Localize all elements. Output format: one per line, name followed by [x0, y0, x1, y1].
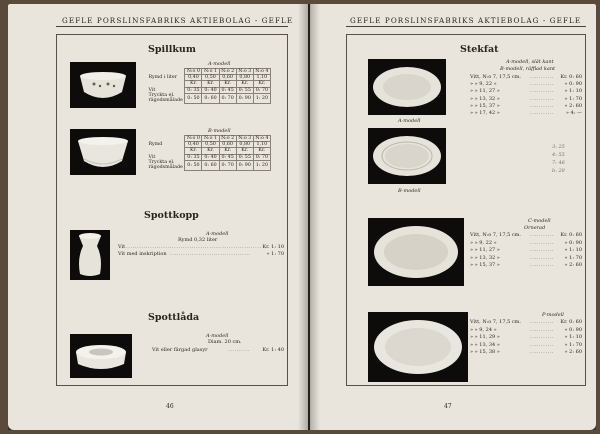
cell: Kr. [253, 148, 270, 154]
cell: 0: 60 [202, 160, 219, 170]
cell: 0,40 [185, 75, 202, 81]
cell: Kr. [219, 148, 236, 154]
price-row [470, 334, 582, 341]
price-row [470, 110, 582, 117]
bowl-a-image [70, 62, 136, 108]
row-label: Tryckta el. rägodsmålade [148, 160, 183, 171]
price-row-label: » » 11, 27 » [470, 88, 500, 95]
price-row-label: » » 9, 22 » [470, 239, 497, 246]
cell: 0,80 [236, 75, 253, 81]
spottkopp-rymd: Rymd 0,32 liter [178, 237, 218, 243]
col-header: N:o 3 [238, 69, 252, 75]
cell: Kr. [236, 81, 253, 87]
col-header: N:o 0 [186, 136, 200, 142]
cell: 0: 70 [253, 87, 270, 93]
dot-leader: ........... [530, 232, 555, 238]
cell: Kr. [185, 81, 202, 87]
price-row [470, 232, 582, 239]
left-page [8, 4, 308, 430]
price-row [470, 96, 582, 103]
price-row [470, 319, 582, 326]
stekfat-img2-caption: B-modell [398, 188, 421, 194]
col-header: N:o 3 [238, 136, 252, 142]
dot-leader: ........... [530, 239, 555, 246]
col-header: N:o 0 [186, 69, 200, 75]
price-row [470, 81, 582, 88]
cell: 0,60 [219, 75, 236, 81]
spottkopp-row-ink: Vit med inskription ..................................... » 1: 70 [118, 251, 284, 257]
price-row-label: » » 13, 34 » [470, 341, 500, 348]
price-row [470, 74, 582, 81]
cell: Kr. [236, 148, 253, 154]
price-row-price: » 1: 10 [564, 247, 582, 254]
cell: 0: 45 [219, 154, 236, 160]
price-row-label: » » 13, 32 » [470, 95, 500, 102]
platter-b-image [368, 128, 446, 184]
price-row-price: » 1: 70 [564, 341, 582, 348]
price-row-price: » 4: — [565, 110, 582, 116]
row-label: Tryckta el. rägodsmålade [148, 93, 183, 104]
price-row-price: » 2: 60 [564, 262, 582, 269]
book-spread [8, 4, 596, 430]
cell: 0: 70 [253, 154, 270, 160]
row-label: Vit [147, 87, 185, 93]
spillkum-b-price-table [147, 135, 271, 171]
cell: 0: 55 [236, 87, 253, 93]
platter-p-image [368, 312, 468, 382]
price-row-label: » » 15, 37 » [470, 262, 500, 269]
stekfat-c-label1: C-modell [528, 218, 551, 224]
price-row [470, 247, 582, 254]
stekfat-ab-label1: A-modell, slät kant [506, 59, 554, 65]
price-row-price: Kr. 0: 60 [560, 74, 582, 80]
spillkum-a-photo [70, 62, 136, 108]
price-row-price: » 2: 60 [564, 349, 582, 356]
stekfat-p-label1: P-modell [542, 312, 564, 318]
cell: Kr. [202, 148, 219, 154]
cell: 0: 45 [219, 87, 236, 93]
price-row-label: » » 11, 29 » [470, 334, 500, 341]
handwritten-note: 3: 25 [552, 144, 565, 150]
dot-leader: ........... [530, 326, 555, 333]
stekfat-b-photo [368, 128, 446, 184]
price-row-label: Vitt, N:o 7, 17,5 cm. [470, 319, 522, 325]
book-gutter [298, 4, 320, 430]
stekfat-title: Stekfat [460, 44, 499, 55]
spottkopp-title: Spottkopp [144, 210, 199, 221]
cell: 0,80 [236, 142, 253, 148]
cell: Kr. [202, 81, 219, 87]
cell: Kr. [253, 81, 270, 87]
spottkopp-photo [70, 230, 110, 280]
dot-leader: ........... [530, 349, 555, 356]
stekfat-c-photo [368, 218, 464, 286]
price-row [470, 262, 582, 269]
cell: 0: 90 [236, 93, 253, 103]
stekfat-img1-caption: A-modell [398, 118, 421, 124]
dot-leader: ........... [530, 334, 555, 341]
price-row [470, 255, 582, 262]
col-header: N:o 1 [203, 69, 218, 75]
dot-leader: ........... [530, 254, 555, 261]
col-header: N:o 4 [255, 136, 269, 142]
price-row-label: » » 15, 37 » [470, 102, 500, 109]
cell: 0: 70 [219, 160, 236, 170]
spillkum-b-model-label: B-modell [208, 128, 231, 134]
price-row-price: » 1: 70 [564, 95, 582, 102]
cell: 0: 60 [202, 93, 219, 103]
dot-leader: ........... [530, 95, 555, 102]
right-page [310, 4, 596, 430]
price-row [470, 88, 582, 95]
cell: 0: 40 [202, 87, 219, 93]
cell: 0: 50 [185, 160, 202, 170]
price-row-label: » » 15, 38 » [470, 349, 500, 356]
handwritten-note: 4: 55 [552, 152, 565, 158]
spottlada-model-label: A-modell [206, 333, 229, 339]
dot-leader: ........... [530, 262, 555, 269]
cell: 1,10 [253, 142, 270, 148]
col-header: N:o 2 [221, 136, 235, 142]
dot-leader: ........... [530, 74, 555, 80]
stekfat-c-label2: Ornerad [524, 225, 546, 231]
spillkum-a-price-table [147, 68, 271, 104]
cell: 0,50 [202, 75, 219, 81]
row-label: Rymd [147, 142, 185, 148]
dot-leader: ........... [530, 88, 555, 95]
price-row-label: » » 17, 42 » [470, 110, 500, 116]
col-header: N:o 1 [203, 136, 218, 142]
cell: 0,60 [219, 142, 236, 148]
dot-leader: ........... [530, 110, 555, 116]
dot-leader: ........... [530, 81, 555, 88]
spottlada-title: Spottlåda [148, 312, 200, 323]
header-rule [346, 26, 586, 27]
left-page-header: GEFLE PORSLINSFABRIKS AKTIEBOLAG - GEFLE [62, 16, 294, 25]
price-row-price: » 1: 10 [564, 334, 582, 341]
page-number-left: 46 [166, 403, 174, 410]
spillkum-title: Spillkum [148, 44, 196, 55]
cell: 0: 90 [236, 160, 253, 170]
spittoon-image [70, 230, 110, 280]
row-label: Vit [147, 154, 185, 160]
spottlada-row-vit: Vit eller färgad glasyr .......... Kr. 1: 40 [152, 347, 284, 353]
price-row-label: Vitt, N:o 7, 17,5 cm. [470, 232, 522, 238]
cell: 1,10 [253, 75, 270, 81]
price-row-label: Vitt, N:o 7, 17,5 cm. [470, 74, 522, 80]
spottkopp-row-vit: Vit .............................................................. Kr. 1: 10 [118, 244, 284, 250]
spittoon-box-image [70, 334, 132, 378]
cell: 0: 35 [185, 154, 202, 160]
spottlada-diam: Diam. 20 cm. [208, 339, 242, 345]
cell: 0,40 [185, 142, 202, 148]
price-row-price: » 1: 10 [564, 88, 582, 95]
row-label: Rymd i liter [147, 75, 185, 81]
bowl-b-image [70, 129, 136, 175]
page-number-right: 47 [444, 403, 452, 410]
price-row-label: » » 9, 22 » [470, 81, 497, 88]
cell: 0: 70 [219, 93, 236, 103]
price-row-label: » » 13, 32 » [470, 254, 500, 261]
price-row-price: » 0: 90 [564, 81, 582, 88]
stekfat-p-photo [368, 312, 468, 382]
dot-leader: ........... [530, 341, 555, 348]
price-row-price: » 2: 60 [564, 102, 582, 109]
stekfat-a-photo [368, 59, 446, 115]
spillkum-b-photo [70, 129, 136, 175]
col-header: N:o 2 [221, 69, 235, 75]
stekfat-ab-label2: B-modell, räfflad kant [500, 66, 556, 72]
dot-leader: ........... [530, 319, 555, 325]
header-rule [56, 26, 288, 27]
cell: 0,50 [202, 142, 219, 148]
price-row-price: Kr. 0: 60 [560, 232, 582, 238]
cell: 0: 55 [236, 154, 253, 160]
price-row-price: » 1: 70 [564, 254, 582, 261]
cell: 1: 20 [253, 160, 270, 170]
price-row-price: » 0: 90 [564, 239, 582, 246]
price-row [470, 327, 582, 334]
price-row [470, 342, 582, 349]
cell: 1: 20 [253, 93, 270, 103]
cell: 0: 40 [202, 154, 219, 160]
platter-a-image [368, 59, 446, 115]
price-row-label: » » 11, 27 » [470, 247, 500, 254]
col-header: N:o 4 [255, 69, 269, 75]
price-row-price: Kr. 0: 60 [560, 319, 582, 325]
handwritten-note: b: 28 [552, 168, 565, 174]
dot-leader: ........... [530, 102, 555, 109]
price-row [470, 103, 582, 110]
price-row-label: » » 9, 24 » [470, 326, 497, 333]
price-row-price: » 0: 90 [564, 326, 582, 333]
spillkum-a-model-label: A-modell [208, 61, 231, 67]
price-row [470, 240, 582, 247]
spottlada-photo [70, 334, 132, 378]
platter-c-image [368, 218, 464, 286]
price-row [470, 349, 582, 356]
cell: 0: 50 [185, 93, 202, 103]
cell: Kr. [219, 81, 236, 87]
cell: 0: 35 [185, 87, 202, 93]
handwritten-note: 7: 46 [552, 160, 565, 166]
right-page-header: GEFLE PORSLINSFABRIKS AKTIEBOLAG - GEFLE [350, 16, 582, 25]
spottkopp-model-label: A-modell [206, 231, 229, 237]
dot-leader: ........... [530, 247, 555, 254]
cell: Kr. [185, 148, 202, 154]
